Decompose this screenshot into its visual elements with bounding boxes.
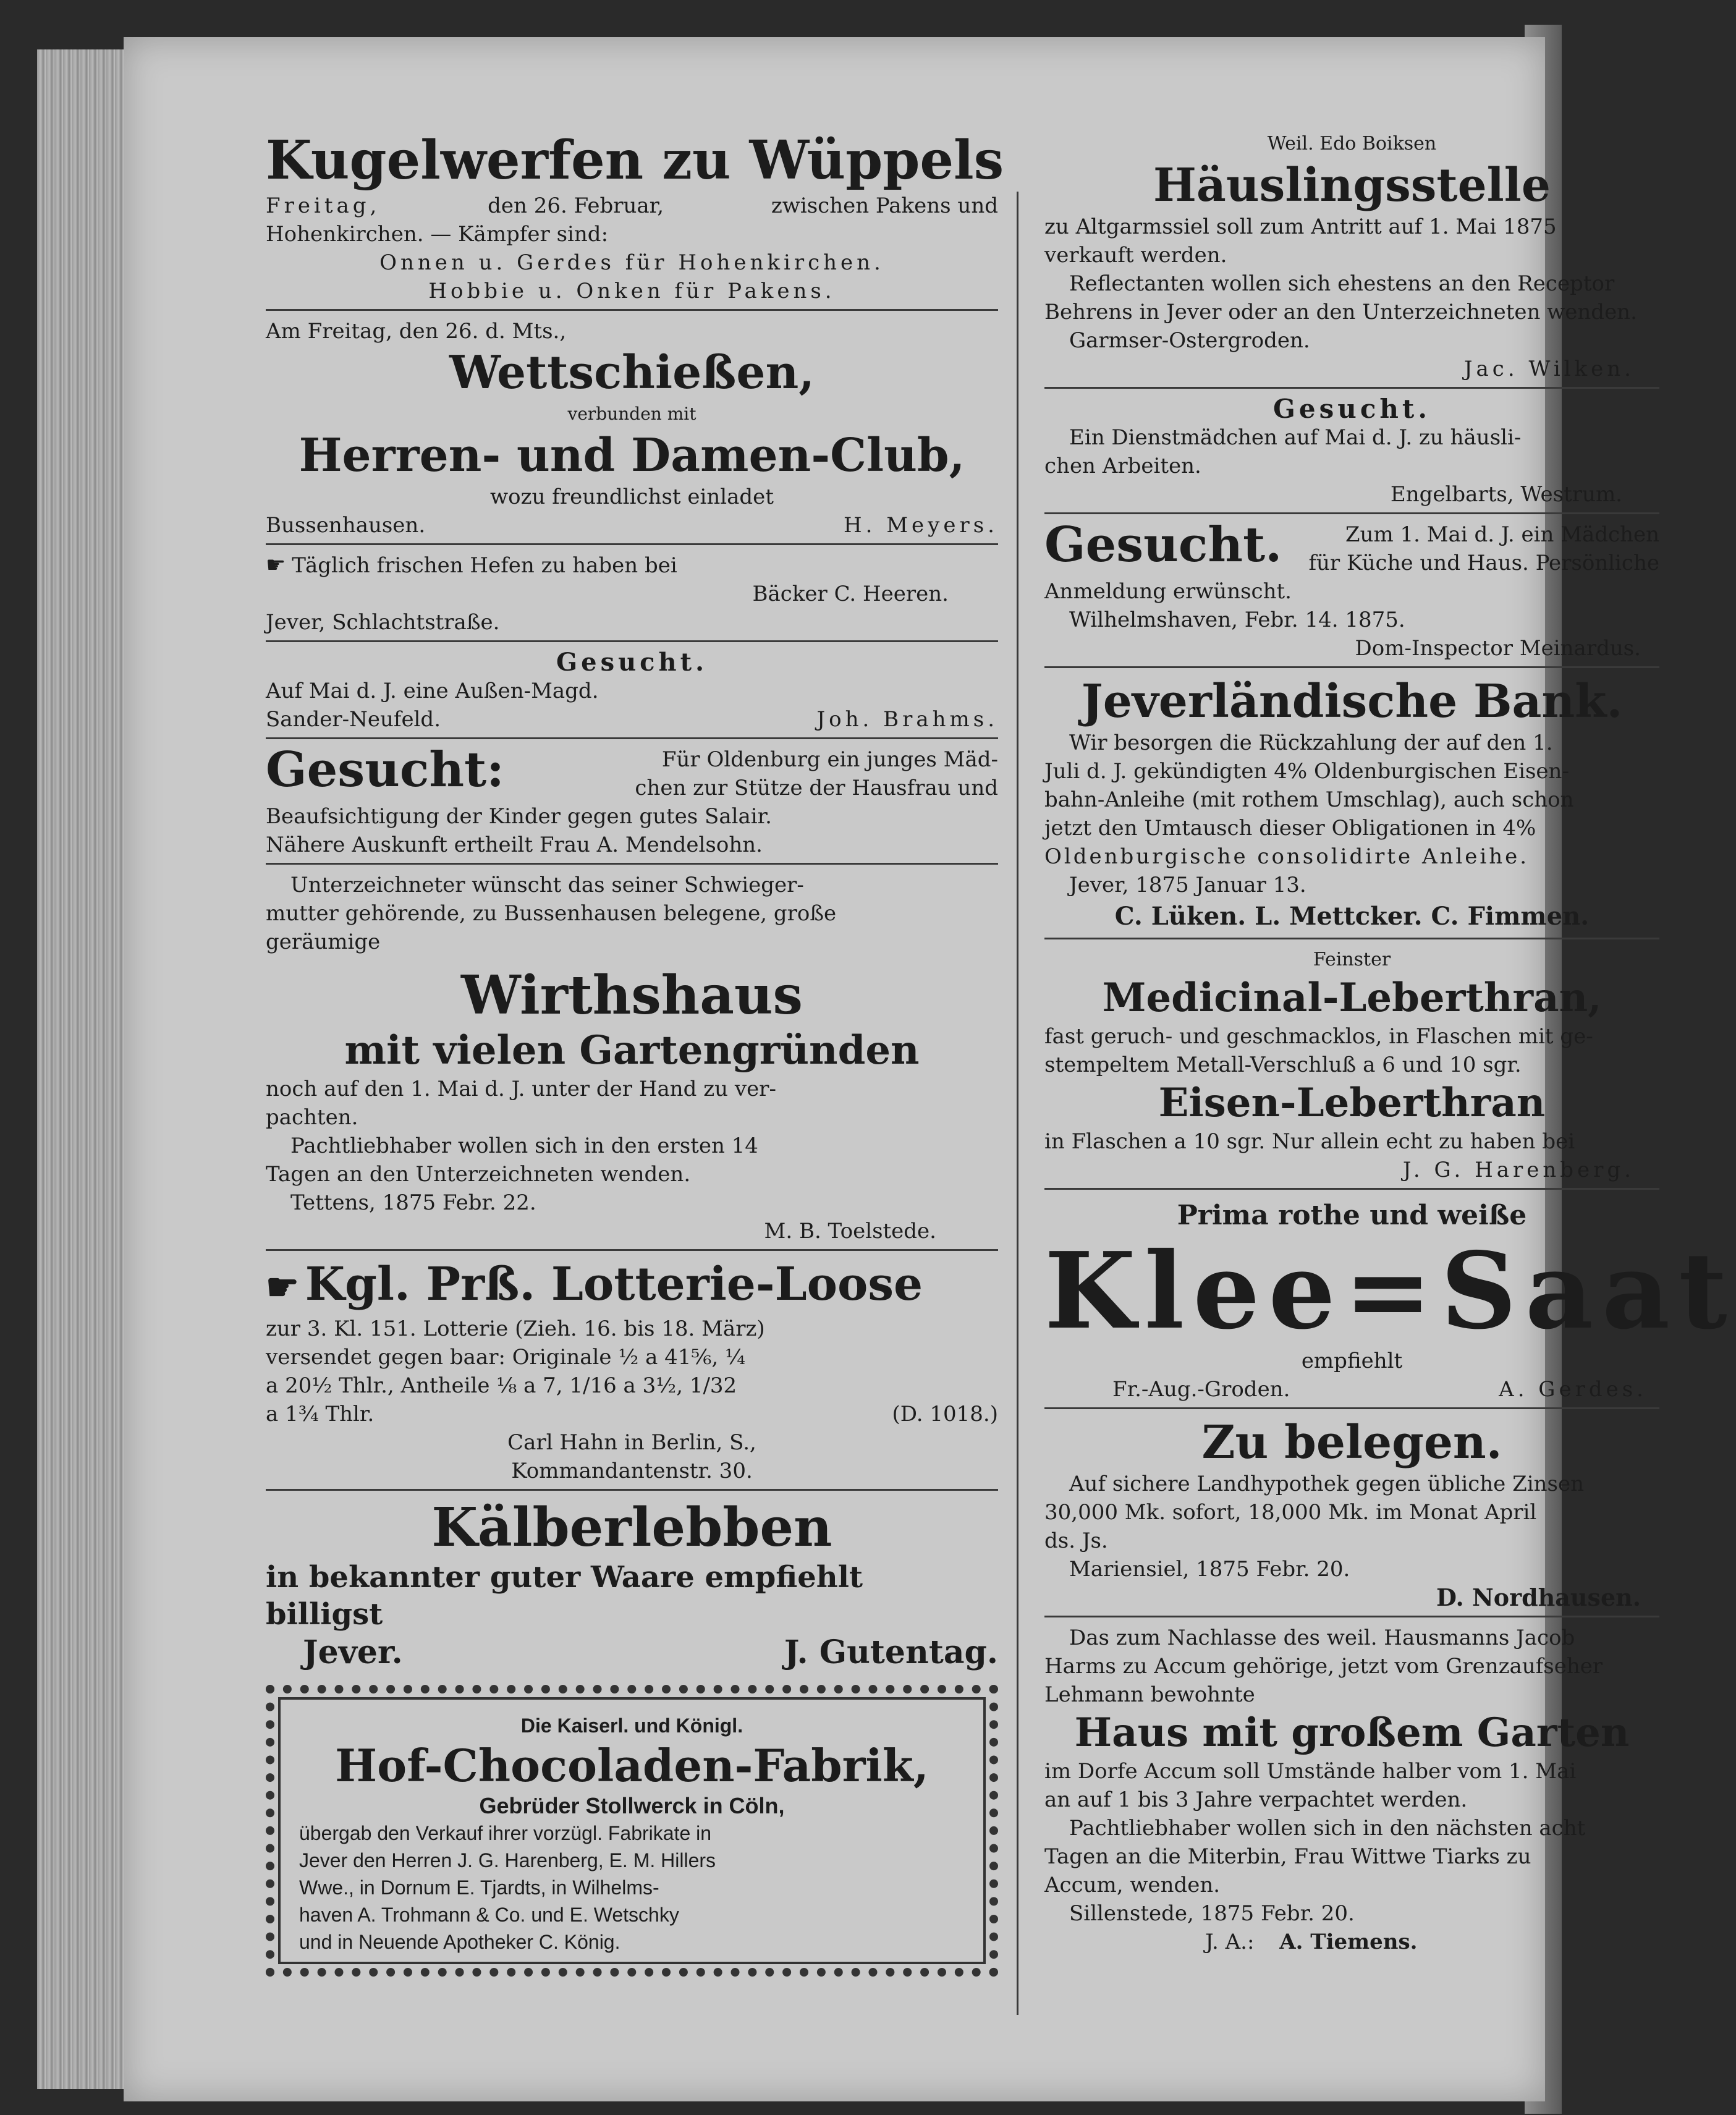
ad-title: Eisen-Leberthran: [1158, 1080, 1546, 1126]
ad-line: Wwe., in Dornum E. Tjardts, in Wilhelms-: [299, 1876, 659, 1899]
ad-klee-saat: [1044, 1196, 1736, 1404]
ad-line: haven A. Trohmann & Co. und E. Wetschky: [299, 1904, 679, 1926]
pointing-hand-icon: ☛: [266, 1266, 299, 1309]
divider: [1044, 387, 1659, 389]
right-column: [1044, 130, 1736, 1956]
ad-title: ☛ Kgl. Prß. Lotterie-Loose: [266, 1258, 923, 1311]
ad-line: Harms zu Accum gehörige, jetzt vom Grenzaufseher: [1044, 1654, 1603, 1679]
divider: [1044, 1616, 1659, 1617]
pointing-hand-icon: ☛: [266, 553, 286, 578]
ad-title: Wirthshaus: [461, 964, 803, 1027]
ad-line: Wir besorgen die Rückzahlung der auf den 1.: [1069, 731, 1553, 755]
ad-title: Häuslingsstelle: [1153, 159, 1551, 212]
ad-title: Gesucht:: [266, 742, 504, 798]
ad-line: Juli d. J. gekündigten 4% Oldenburgischen Eisen-: [1044, 759, 1569, 784]
ad-signature: M. B. Toelstede.: [764, 1219, 936, 1244]
divider: [266, 863, 998, 865]
ad-line: und in Neuende Apotheker C. König.: [299, 1931, 620, 1953]
ad-line: Jever, Schlachtstraße.: [266, 610, 500, 635]
ad-title: Kälberlebben: [431, 1496, 832, 1559]
ad-signature: Fr.-Aug.-Groden. A. Gerdes.: [1112, 1377, 1647, 1402]
ad-title: Gesucht.: [1044, 517, 1282, 573]
column-divider: [1017, 192, 1018, 2015]
divider: [266, 737, 998, 739]
ad-line: Reflectanten wollen sich ehestens an den Receptor: [1069, 271, 1615, 296]
ad-title: Gesucht.: [556, 648, 708, 677]
ad-line: in Flaschen a 10 sgr. Nur allein echt zu haben bei: [1044, 1129, 1575, 1154]
ad-title: Zu belegen.: [1201, 1416, 1502, 1469]
ad-line: Das zum Nachlasse des weil. Hausmanns Jacob: [1069, 1625, 1575, 1650]
ad-signature: Dom-Inspector Meinardus.: [1355, 636, 1641, 661]
ad-line: wozu freundlichst einladet: [490, 485, 774, 509]
ad-lotterie: [266, 1257, 998, 1485]
ad-line: Ein Dienstmädchen auf Mai d. J. zu häusli-: [1069, 425, 1522, 450]
divider: [266, 309, 998, 311]
ad-line: in bekannter guter Waare empfiehlt: [266, 1560, 863, 1595]
ad-line: Accum, wenden.: [1044, 1873, 1221, 1897]
left-column: [266, 129, 1004, 1977]
ad-wirthshaus: [266, 871, 998, 1245]
ad-line: Oldenburgische consolidirte Anleihe.: [1044, 844, 1530, 869]
ad-line: Onnen u. Gerdes für Hohenkirchen.: [379, 250, 884, 275]
ad-gesucht-magd: [266, 648, 998, 734]
ad-line: Gebrüder Stollwerck in Cöln,: [479, 1793, 785, 1818]
ad-line: zu Altgarmssiel soll zum Antritt auf 1. Mai 1875: [1044, 214, 1557, 239]
ad-jeverlaendische-bank: [1044, 674, 1659, 934]
divider: [266, 1249, 998, 1251]
ad-line: Tettens, 1875 Febr. 22.: [290, 1190, 536, 1215]
divider: [266, 1489, 998, 1491]
ad-title: Haus mit großem Garten: [1074, 1710, 1630, 1756]
ad-line: mutter gehörende, zu Bussenhausen belegene, große: [266, 901, 837, 926]
ad-leberthran: [1044, 946, 1659, 1184]
ad-line: noch auf den 1. Mai d. J. unter der Hand zu ver-: [266, 1077, 776, 1101]
ad-line: billigst: [266, 1597, 383, 1632]
ad-line: ☛ Täglich frischen Hefen zu haben bei: [266, 553, 677, 578]
divider: [266, 543, 998, 545]
ad-line: Anmeldung erwünscht.: [1044, 579, 1292, 604]
ad-signature: C. Lüken. L. Mettcker. C. Fimmen.: [1114, 902, 1590, 931]
ad-line: Tagen an die Miterbin, Frau Wittwe Tiarks zu: [1044, 1844, 1531, 1869]
ad-line: verkauft werden.: [1044, 243, 1227, 268]
ad-line: Nähere Auskunft ertheilt Frau A. Mendelsohn.: [266, 833, 763, 857]
ad-line: Mariensiel, 1875 Febr. 20.: [1069, 1557, 1350, 1582]
ad-signature: D. Nordhausen.: [1436, 1583, 1641, 1611]
ad-line: geräumige: [266, 930, 381, 954]
ad-hefen: [266, 551, 998, 637]
ad-zu-belegen: [1044, 1415, 1659, 1612]
ad-line: Pachtliebhaber wollen sich in den nächsten acht: [1069, 1816, 1586, 1841]
ad-line: Lehmann bewohnte: [1044, 1682, 1255, 1707]
ad-signature: Jac. Wilken.: [1463, 357, 1635, 381]
ad-line: Feinster: [1313, 949, 1391, 970]
ad-line: im Dorfe Accum soll Umstände halber vom 1. Mai: [1044, 1759, 1577, 1784]
ad-line: Auf sichere Landhypothek gegen übliche Zinsen: [1069, 1472, 1584, 1496]
ad-haeuslingsstelle: [1044, 130, 1659, 383]
ad-line: Tagen an den Unterzeichneten wenden.: [266, 1162, 691, 1187]
ad-line: Zum 1. Mai d. J. ein Mädchen: [1345, 522, 1659, 547]
ad-line: verbunden mit: [567, 404, 697, 424]
ad-line: ds. Js.: [1044, 1528, 1108, 1553]
ad-line: 30,000 Mk. sofort, 18,000 Mk. im Monat April: [1044, 1500, 1537, 1525]
ad-line: für Küche und Haus. Persönliche: [1308, 551, 1659, 575]
ad-line: Auf Mai d. J. eine Außen-Magd.: [266, 679, 599, 703]
ad-line: übergab den Verkauf ihrer vorzügl. Fabrikate in: [299, 1822, 712, 1844]
ad-line: Pachtliebhaber wollen sich in den ersten 14: [290, 1134, 758, 1158]
ad-line: Sillenstede, 1875 Febr. 20.: [1069, 1901, 1355, 1926]
ad-line: chen Arbeiten.: [1044, 454, 1201, 478]
ad-line: Carl Hahn in Berlin, S.,: [507, 1430, 756, 1455]
ad-line: fast geruch- und geschmacklos, in Flaschen mit ge-: [1044, 1024, 1593, 1049]
divider: [1044, 512, 1659, 514]
ad-line: Kommandantenstr. 30.: [511, 1459, 753, 1483]
newspaper-page: [124, 37, 1736, 2101]
ad-title: Jeverländische Bank.: [1081, 675, 1623, 728]
ad-signature: Jever. J. Gutentag.: [303, 1634, 998, 1671]
ad-line: chen zur Stütze der Hausfrau und: [635, 776, 998, 800]
ad-line: a 20½ Thlr., Antheile ⅛ a 7, 1/16 a 3½, 1/32: [266, 1373, 737, 1398]
ad-title: mit vielen Gartengründen: [344, 1027, 920, 1074]
divider: [1044, 1188, 1659, 1190]
ad-signature: Engelbarts, Westrum.: [1390, 482, 1622, 507]
ad-kaelberlebben: [266, 1497, 998, 1672]
ad-title: Herren- und Damen-Club,: [299, 429, 965, 482]
ad-line: empfiehlt: [1301, 1349, 1403, 1373]
ad-line: Behrens in Jever oder an den Unterzeichneten wenden.: [1044, 300, 1637, 324]
ad-signature: J. G. Harenberg.: [1402, 1158, 1635, 1182]
ad-title: Hof-Chocoladen-Fabrik,: [335, 1739, 929, 1792]
ad-title: Wettschießen,: [449, 346, 815, 399]
ad-signature: J. A.: A. Tiemens.: [1205, 1930, 1418, 1954]
ad-line: Unterzeichneter wünscht das seiner Schwieger-: [290, 873, 804, 897]
ad-line: Am Freitag, den 26. d. Mts.,: [266, 319, 567, 344]
ad-line: jetzt den Umtausch dieser Obligationen in 4%: [1044, 816, 1536, 841]
divider: [1044, 1407, 1659, 1409]
ad-line: versendet gegen baar: Originale ½ a 41⅚, ¼: [266, 1345, 745, 1370]
divider: [1044, 666, 1659, 668]
ad-line: Hobbie u. Onken für Pakens.: [428, 279, 836, 303]
ad-line: bahn-Anleihe (mit rothem Umschlag), auch schon: [1044, 787, 1574, 812]
ad-line: Wilhelmshaven, Febr. 14. 1875.: [1069, 608, 1405, 632]
ad-haus-mit-garten: [1044, 1624, 1659, 1956]
ad-signature: Sander-Neufeld. Joh. Brahms.: [266, 707, 998, 732]
divider: [1044, 938, 1659, 939]
ad-line: Jever den Herren J. G. Harenberg, E. M. Hillers: [299, 1849, 716, 1871]
ad-line: stempeltem Metall-Verschluß a 6 und 10 sgr.: [1044, 1053, 1522, 1077]
ad-line: Beaufsichtigung der Kinder gegen gutes Salair.: [266, 804, 772, 829]
ad-gesucht-oldenburg: [266, 742, 998, 859]
ad-line: an auf 1 bis 3 Jahre verpachtet werden.: [1044, 1787, 1468, 1812]
ad-gesucht-kueche: [1044, 517, 1659, 663]
ad-line: Prima rothe und weiße: [1177, 1200, 1527, 1231]
ad-line: Für Oldenburg ein junges Mäd-: [661, 747, 998, 772]
ad-title: Medicinal-Leberthran,: [1102, 975, 1602, 1021]
ad-line: Hohenkirchen. — Kämpfer sind:: [266, 222, 609, 247]
ad-title: Klee=Saat: [1044, 1229, 1736, 1353]
ad-line: Jever, 1875 Januar 13.: [1069, 873, 1306, 897]
ad-line: zur 3. Kl. 151. Lotterie (Zieh. 16. bis 18. März): [266, 1316, 765, 1341]
ad-wettschiessen: [266, 317, 998, 540]
ad-line: Bäcker C. Heeren.: [752, 582, 949, 606]
ad-title: Gesucht.: [1273, 394, 1431, 424]
ad-line: a 1¾ Thlr. (D. 1018.): [266, 1402, 998, 1426]
ad-line: Weil. Edo Boiksen: [1267, 133, 1437, 155]
ad-line: pachten.: [266, 1105, 358, 1130]
ad-kugelwerfen: [266, 129, 1004, 305]
ad-line: Garmser-Ostergroden.: [1069, 328, 1310, 353]
ad-line: Die Kaiserl. und Königl.: [520, 1714, 743, 1737]
ad-line: Freitag, den 26. Februar, zwischen Pakens und: [266, 193, 998, 218]
ad-stollwerck-frame: [266, 1685, 998, 1977]
ad-signature: Bussenhausen. H. Meyers.: [266, 513, 998, 538]
ad-gesucht-dienstmaedchen: [1044, 395, 1659, 509]
ad-title: Kugelwerfen zu Wüppels: [266, 129, 1004, 192]
divider: [266, 640, 998, 642]
